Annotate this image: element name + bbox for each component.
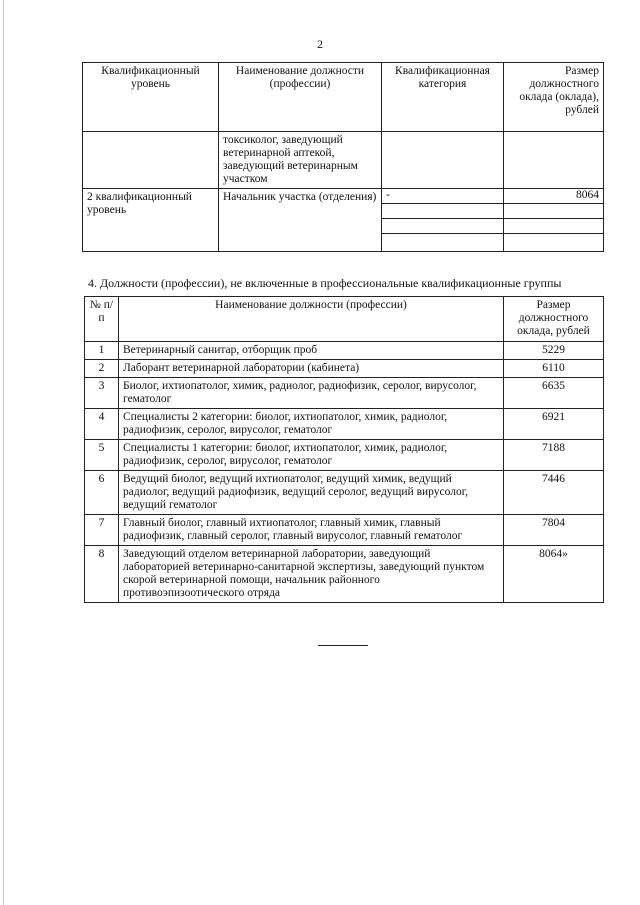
category-cell xyxy=(382,189,504,252)
row-position: Специалисты 2 категории: биолог, ихтиопатолог, химик, радиолог, радиофизик, серолог, вирусолог, гематолог xyxy=(119,409,504,440)
header-salary: Размер должностного оклада (оклада), рублей xyxy=(504,63,604,132)
positions-table xyxy=(84,296,604,603)
table-row xyxy=(85,471,604,515)
row-number: 4 xyxy=(85,409,119,440)
table-row xyxy=(85,546,604,603)
header-level: Квалификационный уровень xyxy=(83,63,219,132)
scan-edge xyxy=(3,0,4,905)
page-number: 2 xyxy=(317,37,323,51)
salary-cell xyxy=(504,189,604,252)
row-number: 8 xyxy=(85,546,119,603)
row-position: Специалисты 1 категории: биолог, ихтиопатолог, химик, радиолог, радиофизик, серолог, вирусолог, гематолог xyxy=(119,440,504,471)
row-salary: 8064» xyxy=(504,546,604,603)
qualification-table xyxy=(82,62,604,252)
end-rule xyxy=(318,645,368,646)
row-number: 7 xyxy=(85,515,119,546)
row-salary: 5229 xyxy=(504,342,604,360)
row-position: Главный биолог, главный ихтиопатолог, главный химик, главный радиофизик, главный серолог, главный вирусолог, главный гематолог xyxy=(119,515,504,546)
position-cell: Начальник участка (отделения) xyxy=(219,189,382,252)
header-category: Квалификационная категория xyxy=(382,63,504,132)
row-salary: 7804 xyxy=(504,515,604,546)
row-salary: 6921 xyxy=(504,409,604,440)
positions-table-body xyxy=(85,342,604,603)
table-row xyxy=(85,378,604,409)
row-number: 6 xyxy=(85,471,119,515)
table-row xyxy=(85,440,604,471)
level-cell: 2 квалификационный уровень xyxy=(83,189,219,252)
header-position: Наименование должности (профессии) xyxy=(119,297,504,342)
level-cell xyxy=(83,132,219,189)
row-number: 5 xyxy=(85,440,119,471)
salary-subcell xyxy=(504,218,603,233)
category-cell xyxy=(382,132,504,189)
salary-cell xyxy=(504,132,604,189)
table-row xyxy=(85,515,604,546)
salary-subcell xyxy=(504,203,603,218)
table-row xyxy=(83,189,604,252)
category-subcell: - xyxy=(386,189,390,201)
category-subcell xyxy=(382,233,503,248)
category-subcell xyxy=(382,203,503,218)
table-header-row xyxy=(85,297,604,342)
position-cell: токсиколог, заведующий ветеринарной аптекой, заведующий ветеринарным участком xyxy=(219,132,382,189)
row-position: Заведующий отделом ветеринарной лаборатории, заведующий лабораторией ветеринарно-санитарной экспертизы, заведующий пунктом скорой ветеринарной помощи, начальник районного противоэпизоотического отряда xyxy=(119,546,504,603)
row-number: 1 xyxy=(85,342,119,360)
header-number: № п/п xyxy=(85,297,119,342)
row-salary: 6110 xyxy=(504,360,604,378)
row-position: Биолог, ихтиопатолог, химик, радиолог, радиофизик, серолог, вирусолог, гематолог xyxy=(119,378,504,409)
table-row xyxy=(85,342,604,360)
row-number: 2 xyxy=(85,360,119,378)
row-number: 3 xyxy=(85,378,119,409)
row-position: Ведущий биолог, ведущий ихтиопатолог, ведущий химик, ведущий радиолог, ведущий радиофизик, ведущий серолог, ведущий вирусолог, ведущий гематолог xyxy=(119,471,504,515)
table-row xyxy=(85,360,604,378)
row-salary: 7188 xyxy=(504,440,604,471)
header-position: Наименование должности (профессии) xyxy=(219,63,382,132)
salary-subcell xyxy=(504,233,603,248)
salary-subcell: 8064 xyxy=(576,189,599,201)
row-salary: 7446 xyxy=(504,471,604,515)
row-position: Лаборант ветеринарной лаборатории (кабинета) xyxy=(119,360,504,378)
row-salary: 6635 xyxy=(504,378,604,409)
row-position: Ветеринарный санитар, отборщик проб xyxy=(119,342,504,360)
category-subcell xyxy=(382,218,503,233)
table-header-row xyxy=(83,63,604,132)
header-salary: Размер должностного оклада, рублей xyxy=(504,297,604,342)
table-row xyxy=(83,132,604,189)
section-title: 4. Должности (профессии), не включенные в профессиональные квалификационные группы xyxy=(88,276,562,290)
table-row xyxy=(85,409,604,440)
